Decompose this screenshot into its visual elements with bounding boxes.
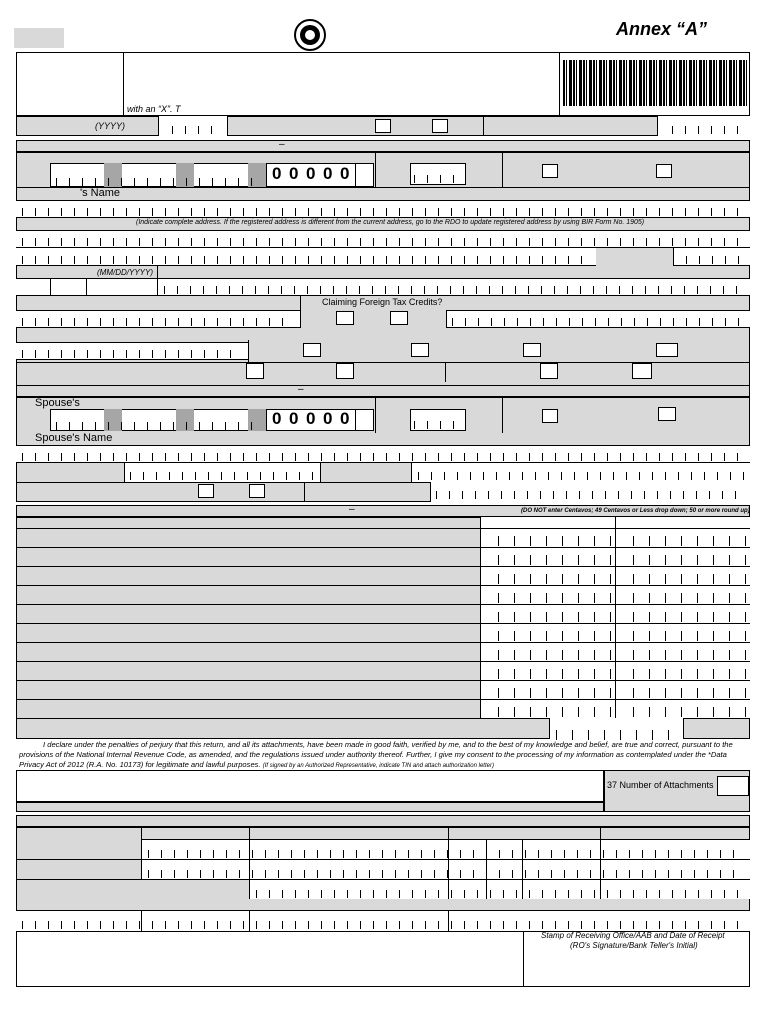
- spouse-type-1-checkbox[interactable]: [542, 409, 558, 423]
- option-e-checkbox[interactable]: [246, 363, 264, 379]
- taxpayer-type-1-checkbox[interactable]: [542, 164, 558, 178]
- payment-row-2[interactable]: [148, 870, 744, 878]
- spouse-tin-input[interactable]: [56, 422, 256, 430]
- attachments-label: 37 Number of Attachments: [607, 780, 714, 790]
- spouse-type-2-checkbox[interactable]: [658, 407, 676, 421]
- part1-header: [16, 140, 750, 152]
- branch-code-3: 0: [323, 164, 333, 183]
- option-a-checkbox[interactable]: [303, 343, 321, 357]
- barcode: [563, 60, 747, 106]
- amended-return-no-checkbox[interactable]: [432, 119, 448, 133]
- part2-header: [16, 385, 750, 397]
- taxpayer-name-label: 's Name: [80, 187, 120, 199]
- payment-row-1[interactable]: [148, 850, 744, 858]
- option-c-checkbox[interactable]: [523, 343, 541, 357]
- amended-return-yes-checkbox[interactable]: [375, 119, 391, 133]
- option-h-checkbox[interactable]: [632, 363, 652, 379]
- payment-row-4[interactable]: [22, 921, 744, 929]
- foreign-tax-credit-question: Claiming Foreign Tax Credits?: [322, 297, 443, 307]
- payment-row-3[interactable]: [256, 890, 744, 898]
- spouse-name-label: Spouse's Name: [35, 432, 113, 444]
- taxpayer-type-2-checkbox[interactable]: [656, 164, 672, 178]
- centavos-note: (DO NOT enter Centavos; 49 Centavos or Less drop down; 50 or more round up): [521, 508, 750, 514]
- spouse-option-1-checkbox[interactable]: [198, 484, 214, 498]
- declaration-text: I declare under the penalties of perjury that this return, and all its attachments, have been made in good faith, verified by me, and to the best of my knowledge and belief, are true and correct, pursuant to the provisions of the National Internal Revenue Code, as amended, and the regulations issued under authority thereof. Further, I give my consent to the processing of my information as contemplated under the *Data Privacy Act of 2012 (R.A. No. 10173) for legitimate and lawful purposes. (If signed by an Authorized Representative, indicate TIN and attach authorization letter): [19, 740, 733, 769]
- computation-rows[interactable]: [16, 529, 750, 719]
- address-note: (Indicate complete address. If the registered address is different from the current address, go to the RDO to update registered address by using BIR Form No. 1905): [136, 219, 645, 226]
- branch-code-2: 0: [306, 164, 316, 183]
- tin-input[interactable]: [56, 178, 256, 186]
- dob-format: (MM/DD/YYYY): [97, 268, 153, 277]
- foreign-tax-no-checkbox[interactable]: [390, 311, 408, 325]
- option-g-checkbox[interactable]: [540, 363, 558, 379]
- option-b-checkbox[interactable]: [411, 343, 429, 357]
- stamp-label: Stamp of Receiving Office/AAB and Date of Receipt: [541, 931, 725, 940]
- bir-logo-icon: [292, 18, 328, 52]
- form-number-box: [14, 28, 64, 48]
- foreign-tax-yes-checkbox[interactable]: [336, 311, 354, 325]
- branch-code-4: 0: [340, 164, 350, 183]
- option-f-checkbox[interactable]: [336, 363, 354, 379]
- option-d-checkbox[interactable]: [656, 343, 678, 357]
- signature-area[interactable]: [16, 770, 604, 802]
- annex-label: Annex “A”: [616, 19, 708, 39]
- branch-code-1: 0: [289, 164, 299, 183]
- branch-code-0: 0: [272, 164, 282, 183]
- spouse-option-2-checkbox[interactable]: [249, 484, 265, 498]
- spouse-tin-label: Spouse's: [35, 397, 80, 409]
- attachments-input[interactable]: [717, 776, 749, 796]
- signature-label: (RO's Signature/Bank Teller's Initial): [570, 941, 698, 950]
- part4-header: [16, 815, 750, 827]
- instruction-text: with an “X”. T: [127, 104, 181, 114]
- year-format: (YYYY): [95, 121, 126, 131]
